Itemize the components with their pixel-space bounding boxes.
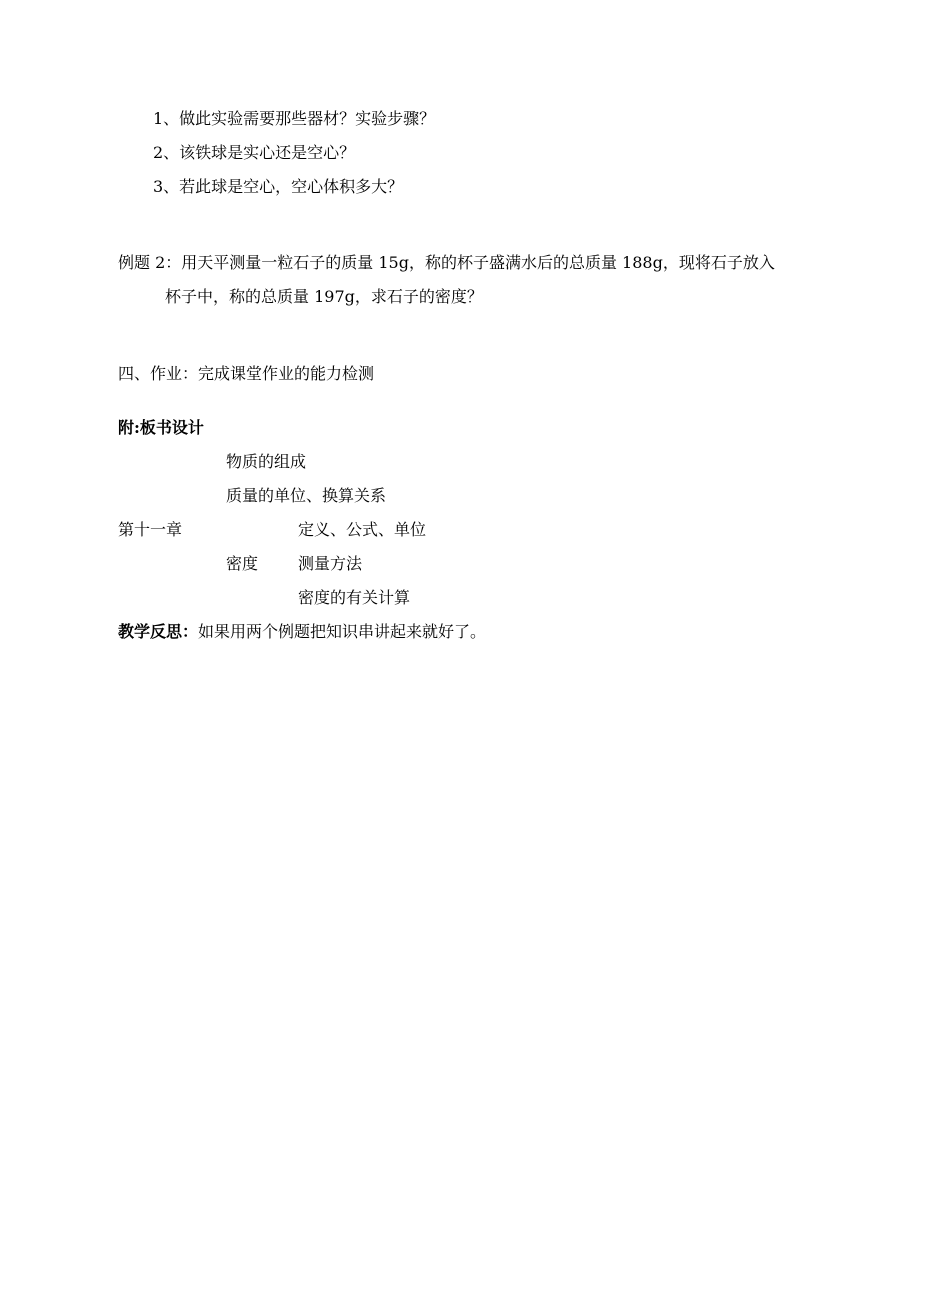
homework-heading: 四、作业：完成课堂作业的能力检测 [118, 364, 375, 383]
board-density-definition: 定义、公式、单位 [298, 520, 427, 539]
board-item-composition: 物质的组成 [226, 452, 307, 471]
board-density-label: 密度 [226, 554, 259, 573]
teaching-reflection [118, 622, 486, 642]
board-chapter-label: 第十一章 [118, 520, 183, 539]
question-2: 2、该铁球是实心还是空心？ [153, 143, 356, 162]
example-2-line-2: 杯子中，称的总质量 197g，求石子的密度？ [165, 287, 483, 306]
board-item-mass-units: 质量的单位、换算关系 [226, 486, 387, 505]
question-3: 3、若此球是空心，空心体积多大？ [153, 177, 404, 196]
board-density-calculation: 密度的有关计算 [298, 588, 411, 607]
board-design-heading: 附:板书设计 [118, 418, 204, 437]
question-1: 1、做此实验需要那些器材？实验步骤？ [153, 109, 436, 128]
reflection-label: 教学反思： [118, 622, 199, 641]
board-density-method: 测量方法 [298, 554, 363, 573]
example-2-line-1: 例题 2：用天平测量一粒石子的质量 15g，称的杯子盛满水后的总质量 188g，现将石子放入 [118, 253, 775, 272]
reflection-text: 如果用两个例题把知识串讲起来就好了。 [198, 622, 487, 641]
